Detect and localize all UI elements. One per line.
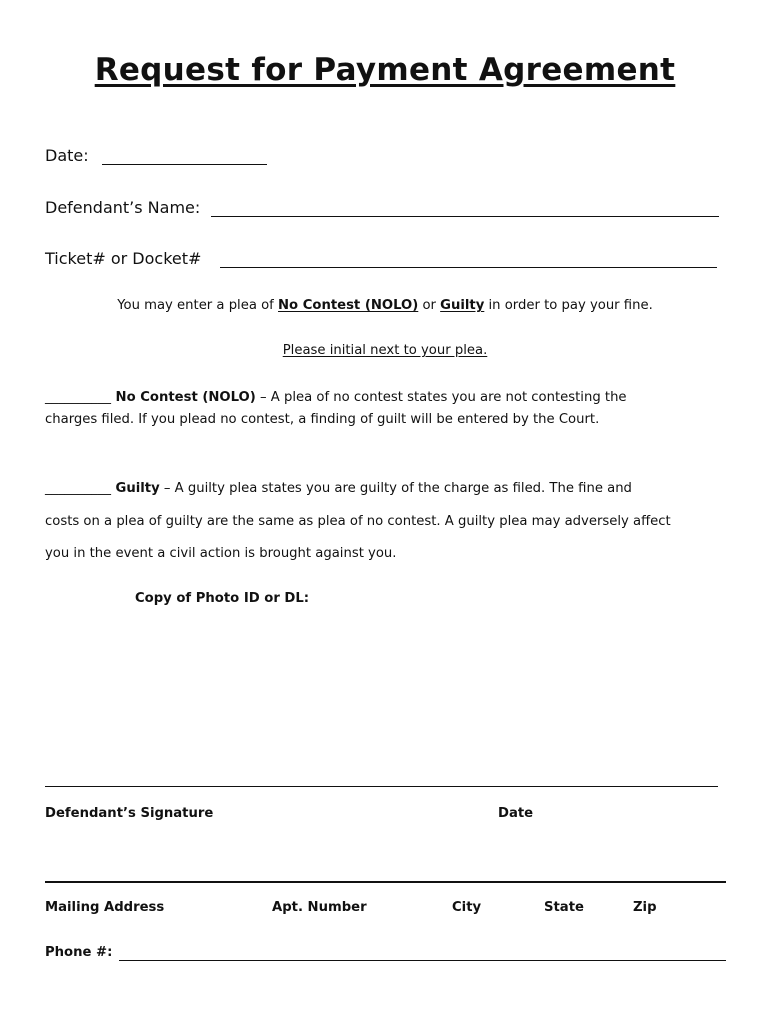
defendant-name-label: Defendant’s Name: [45, 198, 201, 217]
plea-intro-guilty: Guilty [440, 298, 485, 313]
apt-number-label: Apt. Number [272, 900, 367, 915]
guilty-line2: costs on a plea of guilty are the same as plea of no contest. A guilty plea may adversely affect [45, 514, 671, 529]
defendant-name-field[interactable] [211, 216, 719, 217]
ticket-docket-field[interactable] [220, 267, 717, 268]
plea-intro-or: or [418, 298, 441, 313]
form-title: Request for Payment Agreement [94, 52, 676, 88]
plea-intro-text: You may enter a plea of [117, 298, 279, 313]
no-contest-text: – A plea of no contest states you are not contesting the [255, 390, 627, 405]
signature-line[interactable] [45, 786, 718, 787]
ticket-docket-label: Ticket# or Docket# [45, 249, 202, 268]
zip-label: Zip [633, 900, 657, 915]
no-contest-label: No Contest (NOLO) [110, 390, 256, 405]
city-label: City [452, 900, 482, 915]
initial-instruction: Please initial next to your plea. [282, 343, 488, 358]
mailing-address-label: Mailing Address [45, 900, 165, 915]
guilty-line1 [45, 478, 632, 500]
no-contest-line2: charges filed. If you plead no contest, a finding of guilt will be entered by the Court. [45, 412, 600, 427]
state-label: State [544, 900, 584, 915]
signature-date-label: Date [498, 806, 534, 821]
photo-id-label: Copy of Photo ID or DL: [135, 591, 310, 606]
address-line[interactable] [45, 881, 726, 883]
signature-label: Defendant’s Signature [45, 806, 214, 821]
no-contest-initial-blank[interactable]: __________ [45, 390, 111, 405]
guilty-initial-blank[interactable]: __________ [45, 481, 111, 496]
phone-label: Phone #: [45, 945, 113, 960]
plea-intro-nolo: No Contest (NOLO) [278, 298, 419, 313]
date-field[interactable] [102, 164, 267, 165]
date-label: Date: [45, 146, 89, 165]
plea-intro [0, 298, 770, 313]
phone-field[interactable] [119, 960, 726, 961]
guilty-label: Guilty [110, 481, 160, 496]
no-contest-line1 [45, 387, 627, 409]
guilty-text: – A guilty plea states you are guilty of the charge as filed. The fine and [159, 481, 632, 496]
guilty-line3: you in the event a civil action is brought against you. [45, 546, 397, 561]
plea-intro-end: in order to pay your fine. [484, 298, 653, 313]
